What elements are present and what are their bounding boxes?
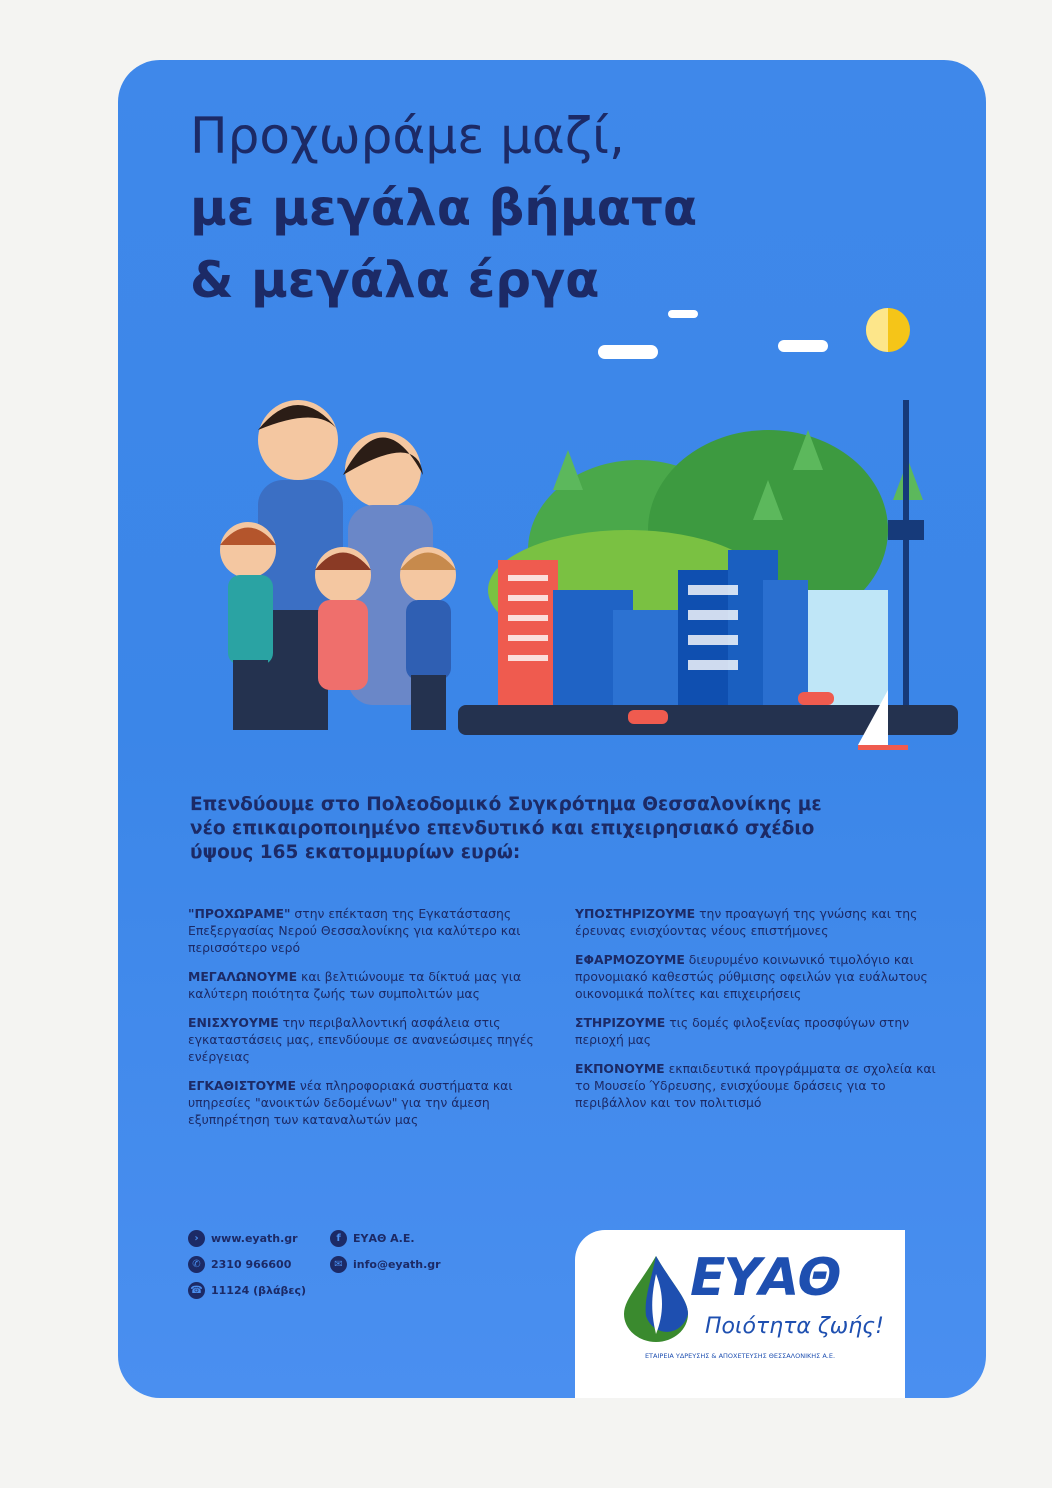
- action-item: ΥΠΟΣΤΗΡΙΖΟΥΜΕ την προαγωγή της γνώσης και της έρευνας ενισχύοντας νέους επιστήμονες: [575, 906, 918, 938]
- headline-line-3: & μεγάλα έργα: [190, 251, 600, 309]
- cloud-icon: [778, 340, 828, 352]
- support-icon: ☎: [188, 1282, 205, 1299]
- action-item: ΕΚΠΟΝΟΥΜΕ εκπαιδευτικά προγράμματα σε σχολεία και το Μουσείο Ύδρευσης, ενισχύουμε δράσεις για το περιβάλλον και τον πολιτισμό: [575, 1061, 936, 1110]
- headline-line-2: με μεγάλα βήματα: [190, 179, 698, 237]
- family-city-illustration: [168, 290, 968, 750]
- family: [220, 400, 456, 730]
- mail-icon: ✉: [330, 1256, 347, 1273]
- logo-slogan: Ποιότητα ζωής!: [705, 1314, 884, 1339]
- arrow-right-icon: ›: [188, 1230, 205, 1247]
- water-drop-logo-icon: [620, 1254, 692, 1344]
- cloud-icon: [598, 345, 658, 359]
- car: [798, 692, 834, 705]
- action-item: ΕΦΑΡΜΟΖΟΥΜΕ διευρυμένο κοινωνικό τιμολόγιο και προνομιακό καθεστώς ρύθμισης οφειλών για ευάλωτους οικονομικά πολίτες και επιχειρήσεις: [575, 952, 928, 1001]
- car: [628, 710, 668, 724]
- building: [613, 610, 683, 710]
- website-link[interactable]: › www.eyath.gr: [188, 1230, 298, 1247]
- tv-tower: [903, 400, 909, 710]
- logo-wordmark: ΕΥΑΘ: [690, 1248, 840, 1308]
- facebook-icon: f: [330, 1230, 347, 1247]
- actions-left-column: [188, 905, 558, 1140]
- action-item: ΕΝΙΣΧΥΟΥΜΕ την περιβαλλοντική ασφάλεια στις εγκαταστάσεις μας, επενδύουμε σε ανανεώσιμες πηγές ενέργειας: [188, 1015, 534, 1064]
- action-item: ΜΕΓΑΛΩΝΟΥΜΕ και βελτιώνουμε τα δίκτυά μας για καλύτερη ποιότητα ζωής των συμπολιτών μας: [188, 969, 522, 1001]
- intro-text: Επενδύουμε στο Πολεοδομικό Συγκρότημα Θεσσαλονίκης με νέο επικαιροποιημένο επενδυτικό και επιχειρησιακό σχέδιο ύψους 165 εκατομμυρίων ευρώ:: [190, 794, 822, 863]
- headline: [190, 100, 697, 316]
- sun-icon: [866, 308, 910, 352]
- action-item: ΕΓΚΑΘΙΣΤΟΥΜΕ νέα πληροφοριακά συστήματα και υπηρεσίες "ανοικτών δεδομένων" για την άμεση εξυπηρέτηση των καταναλωτών μας: [188, 1078, 513, 1127]
- advertisement-panel: [118, 60, 986, 1398]
- headline-line-1: Προχωράμε μαζί,: [190, 107, 625, 165]
- actions-right-column: [575, 905, 945, 1123]
- emergency-contact: ☎ 11124 (βλάβες): [188, 1282, 306, 1299]
- company-name: ΕΤΑΙΡΕΙΑ ΥΔΡΕΥΣΗΣ & ΑΠΟΧΕΤΕΥΣΗΣ ΘΕΣΣΑΛΟΝΙΚΗΣ Α.Ε.: [644, 1352, 836, 1360]
- facebook-link[interactable]: f ΕΥΑΘ Α.Ε.: [330, 1230, 415, 1247]
- action-item: "ΠΡΟΧΩΡΑΜΕ" στην επέκταση της Εγκατάστασης Επεξεργασίας Νερού Θεσσαλονίκης για καλύτερο και περισσότερο νερό: [188, 906, 521, 955]
- building: [763, 580, 808, 710]
- cloud-icon: [668, 310, 698, 318]
- phone-icon: ✆: [188, 1256, 205, 1273]
- phone-contact: ✆ 2310 966600: [188, 1256, 291, 1273]
- logo-box: [575, 1230, 905, 1398]
- email-link[interactable]: ✉ info@eyath.gr: [330, 1256, 441, 1273]
- action-item: ΣΤΗΡΙΖΟΥΜΕ τις δομές φιλοξενίας προσφύγων στην περιοχή μας: [575, 1015, 910, 1047]
